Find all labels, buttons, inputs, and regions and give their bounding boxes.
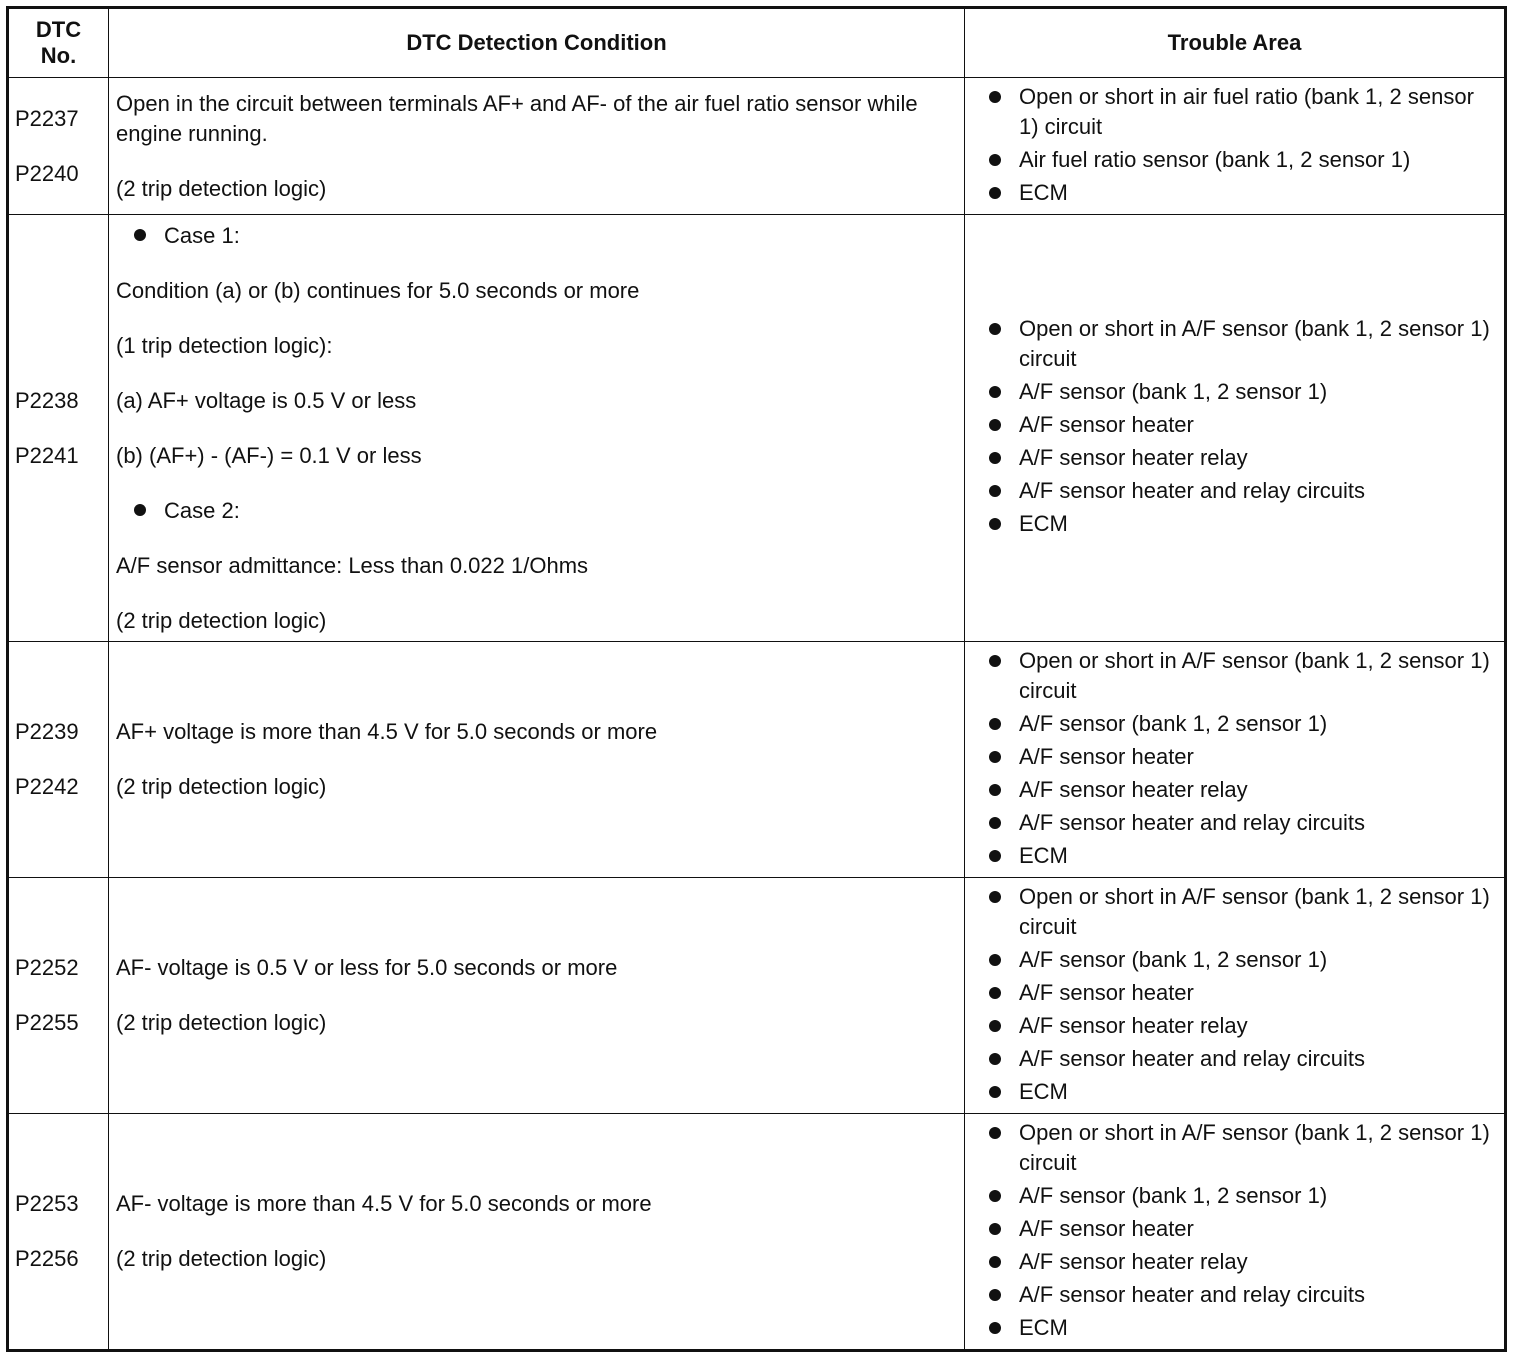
condition-text: (2 trip detection logic) — [116, 607, 327, 633]
list-item: A/F sensor heater — [987, 410, 1496, 440]
bullet-icon — [989, 91, 1001, 103]
bullet-icon — [134, 504, 146, 516]
list-item: A/F sensor heater and relay circuits — [987, 1044, 1496, 1074]
bullet-icon — [989, 751, 1001, 763]
bullet-icon — [989, 850, 1001, 862]
bullet-icon — [989, 1322, 1001, 1334]
list-item: A/F sensor heater relay — [987, 775, 1496, 805]
dtc-codes-cell — [8, 878, 109, 1114]
condition-cell — [109, 78, 965, 215]
list-item: ECM — [987, 1313, 1496, 1343]
condition-text: AF- voltage is 0.5 V or less for 5.0 seconds or more — [116, 955, 618, 980]
bullet-icon — [989, 1127, 1001, 1139]
list-item: A/F sensor heater — [987, 742, 1496, 772]
condition-text: (1 trip detection logic): — [116, 332, 333, 358]
list-item: A/F sensor heater and relay circuits — [987, 808, 1496, 838]
dtc-code: P2256 — [15, 1246, 79, 1271]
bullet-icon — [989, 1289, 1001, 1301]
list-item: A/F sensor heater and relay circuits — [987, 476, 1496, 506]
bullet-icon — [989, 485, 1001, 497]
bullet-icon — [989, 518, 1001, 530]
table-row — [8, 78, 1506, 215]
bullet-icon — [989, 154, 1001, 166]
condition-text: (2 trip detection logic) — [116, 774, 327, 799]
table-row — [8, 1114, 1506, 1351]
condition-cell — [109, 878, 965, 1114]
condition-text: Condition (a) or (b) continues for 5.0 seconds or more — [116, 277, 640, 303]
bullet-icon — [989, 1086, 1001, 1098]
bullet-icon — [989, 323, 1001, 335]
list-item: A/F sensor heater and relay circuits — [987, 1280, 1496, 1310]
dtc-code: P2239 — [15, 719, 79, 744]
bullet-icon — [989, 817, 1001, 829]
dtc-codes-cell — [8, 215, 109, 642]
dtc-code: P2241 — [15, 442, 79, 468]
trouble-area-cell — [965, 78, 1506, 215]
condition-text: A/F sensor admittance: Less than 0.022 1/Ohms — [116, 552, 589, 578]
condition-text: (2 trip detection logic) — [116, 175, 327, 201]
list-item: Open or short in A/F sensor (bank 1, 2 sensor 1) circuit — [987, 882, 1496, 942]
list-item: A/F sensor heater relay — [987, 1011, 1496, 1041]
bullet-icon — [134, 229, 146, 241]
list-item: A/F sensor (bank 1, 2 sensor 1) — [987, 709, 1496, 739]
bullet-icon — [989, 1256, 1001, 1268]
condition-text: (2 trip detection logic) — [116, 1246, 327, 1271]
bullet-icon — [989, 1020, 1001, 1032]
trouble-area-cell — [965, 642, 1506, 878]
dtc-table — [6, 6, 1507, 1352]
dtc-code: P2253 — [15, 1191, 79, 1216]
list-item: A/F sensor heater relay — [987, 1247, 1496, 1277]
list-item: A/F sensor heater — [987, 1214, 1496, 1244]
bullet-icon — [989, 1223, 1001, 1235]
condition-text: AF+ voltage is more than 4.5 V for 5.0 seconds or more — [116, 719, 658, 744]
dtc-codes-cell — [8, 642, 109, 878]
trouble-area-cell — [965, 1114, 1506, 1351]
condition-cell — [109, 215, 965, 642]
list-item: ECM — [987, 509, 1496, 539]
condition-cell — [109, 642, 965, 878]
list-item: Open or short in air fuel ratio (bank 1, 2 sensor 1) circuit — [987, 82, 1496, 142]
table-row — [8, 642, 1506, 878]
condition-text: (a) AF+ voltage is 0.5 V or less — [116, 387, 417, 413]
condition-text: AF- voltage is more than 4.5 V for 5.0 seconds or more — [116, 1191, 652, 1216]
list-item: Open or short in A/F sensor (bank 1, 2 sensor 1) circuit — [987, 646, 1496, 706]
header-trouble-area: Trouble Area — [965, 8, 1506, 78]
condition-bullet: Case 1: — [116, 221, 958, 251]
condition-text: (b) (AF+) - (AF-) = 0.1 V or less — [116, 442, 422, 468]
list-item: ECM — [987, 1077, 1496, 1107]
table-row — [8, 215, 1506, 642]
header-row — [8, 8, 1506, 78]
bullet-icon — [989, 987, 1001, 999]
bullet-icon — [989, 1190, 1001, 1202]
condition-text: Open in the circuit between terminals AF+ and AF- of the air fuel ratio sensor while engine running. — [116, 90, 918, 146]
bullet-icon — [989, 891, 1001, 903]
bullet-icon — [989, 954, 1001, 966]
bullet-icon — [989, 1053, 1001, 1065]
list-item: ECM — [987, 178, 1496, 208]
condition-cell — [109, 1114, 965, 1351]
bullet-icon — [989, 718, 1001, 730]
dtc-codes-cell — [8, 78, 109, 215]
bullet-icon — [989, 187, 1001, 199]
dtc-code: P2255 — [15, 1010, 79, 1035]
dtc-code: P2242 — [15, 774, 79, 799]
bullet-icon — [989, 784, 1001, 796]
list-item: ECM — [987, 841, 1496, 871]
list-item: Open or short in A/F sensor (bank 1, 2 sensor 1) circuit — [987, 314, 1496, 374]
bullet-icon — [989, 419, 1001, 431]
list-item: Air fuel ratio sensor (bank 1, 2 sensor 1) — [987, 145, 1496, 175]
list-item: A/F sensor (bank 1, 2 sensor 1) — [987, 945, 1496, 975]
header-dtc-no: DTC No. — [8, 8, 109, 78]
bullet-icon — [989, 386, 1001, 398]
list-item: A/F sensor (bank 1, 2 sensor 1) — [987, 1181, 1496, 1211]
bullet-icon — [989, 452, 1001, 464]
condition-bullet: Case 2: — [116, 496, 958, 526]
list-item: A/F sensor (bank 1, 2 sensor 1) — [987, 377, 1496, 407]
bullet-icon — [989, 655, 1001, 667]
dtc-code: P2252 — [15, 955, 79, 980]
condition-text: (2 trip detection logic) — [116, 1010, 327, 1035]
table-row — [8, 878, 1506, 1114]
dtc-code: P2237 — [15, 105, 79, 131]
list-item: Open or short in A/F sensor (bank 1, 2 sensor 1) circuit — [987, 1118, 1496, 1178]
list-item: A/F sensor heater relay — [987, 443, 1496, 473]
list-item: A/F sensor heater — [987, 978, 1496, 1008]
dtc-code: P2240 — [15, 160, 79, 186]
trouble-area-cell — [965, 878, 1506, 1114]
trouble-area-cell — [965, 215, 1506, 642]
dtc-codes-cell — [8, 1114, 109, 1351]
header-condition: DTC Detection Condition — [109, 8, 965, 78]
dtc-code: P2238 — [15, 387, 79, 413]
